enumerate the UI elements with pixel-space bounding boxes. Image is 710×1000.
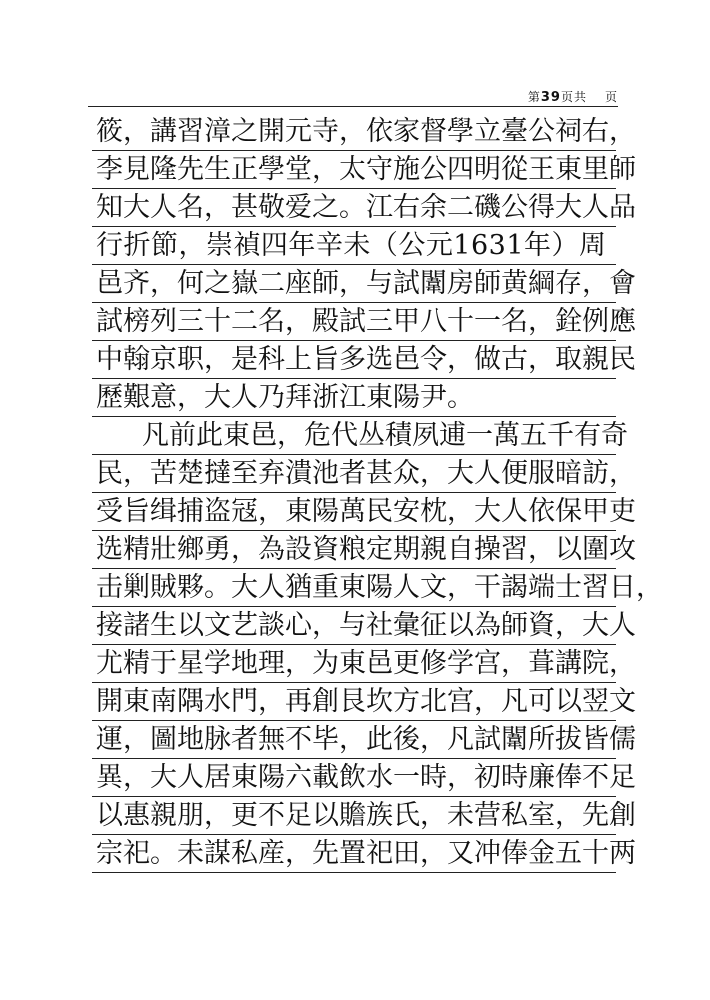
text-line (92, 680, 636, 721)
text-line (92, 186, 636, 227)
line-text: 凡 前 此 東 邑 ， 危 代 丛 積 夙 逋 一 萬 五 千 有 奇 (142, 420, 628, 451)
text-line (92, 300, 636, 341)
line-text: 接 諸 生 以 文 艺 談 心 ， 与 社 彙 征 以 為 師 資 ， 大 人 (96, 610, 636, 641)
line-text: 運 ， 圖 地 脉 者 無 不 毕 ， 此 後 ， 凡 試 闈 所 拔 皆 儒 (96, 724, 636, 755)
line-text: 受 旨 缉 捕 盗 冦 ， 東 陽 萬 民 安 枕 ， 大 人 依 保 甲 吏 (96, 496, 636, 527)
line-text: 李 見 隆 先 生 正 學 堂 ， 太 守 施 公 四 明 從 王 東 里 師 (96, 154, 636, 185)
text-line (92, 756, 636, 797)
ruled-text-block (92, 110, 663, 869)
line-text: 異 ， 大 人 居 東 陽 六 載 飲 水 一 時 ， 初 時 廉 俸 不 足 (96, 762, 636, 793)
text-line (92, 794, 636, 835)
total-suffix: 页 (604, 90, 618, 104)
line-text: 击 剿 賊 夥 。 大 人 猶 重 東 陽 人 文 ， 干 謁 端 士 習 日 ， (96, 572, 663, 603)
text-line (92, 110, 636, 151)
page-suffix: 页共 (560, 90, 587, 104)
line-text: 尤 精 于 星 学 地 理 ， 为 東 邑 更 修 学 宫 ， 葺 講 院 ， (96, 648, 636, 679)
text-line (92, 832, 636, 873)
text-line (92, 566, 663, 607)
text-line (92, 224, 616, 265)
line-text: 民 ， 苦 楚 撻 至 弃 潰 池 者 甚 众 ， 大 人 便 服 暗 訪 ， (96, 458, 636, 489)
text-line (92, 376, 616, 417)
line-text: 歷艱意，大人乃拜浙江東陽尹。 (96, 382, 474, 413)
text-line (92, 490, 636, 531)
page-prefix: 第 (527, 90, 541, 104)
text-line (92, 528, 636, 569)
line-text: 試 榜 列 三 十 二 名 ， 殿 試 三 甲 八 十 一 名 ， 銓 例 應 (96, 306, 636, 337)
text-line (92, 452, 636, 493)
line-text: 開 東 南 隅 水 門 ， 再 創 艮 坎 方 北 宫 ， 凡 可 以 翌 文 (96, 686, 636, 717)
line-text: 中 翰 京 职 ， 是 科 上 旨 多 选 邑 令 ， 做 古 ， 取 親 民 (96, 344, 636, 375)
line-text: 邑 齐 ， 何 之 嶽 二 座 師 ， 与 試 闈 房 師 黄 綱 存 ， 會 (96, 268, 636, 299)
line-text: 知 大 人 名 ， 甚 敬 爱 之 。 江 右 余 二 磯 公 得 大 人 品 (96, 192, 636, 223)
text-line (92, 148, 636, 189)
line-text: 筱 ， 講 習 漳 之 開 元 寺 ， 依 家 督 學 立 臺 公 祠 右 ， (96, 116, 636, 147)
text-line (92, 414, 628, 455)
page-number-label (528, 88, 618, 105)
text-line (92, 262, 636, 303)
page-header (88, 86, 618, 107)
line-text: 宗 祀 。 未 謀 私 産 ， 先 置 祀 田 ， 又 冲 俸 金 五 十 两 (96, 838, 636, 869)
page-number: 39 (540, 90, 561, 105)
line-text: 以 惠 親 朋 ， 更 不 足 以 贍 族 氏 ， 未 营 私 室 ， 先 創 (96, 800, 636, 831)
text-line (92, 718, 636, 759)
line-text: 行 折 節 ， 崇 禎 四 年 辛 未 （ 公 元 1 6 3 1 年 ） 周 (96, 230, 606, 261)
text-line (92, 604, 636, 645)
text-line (92, 338, 636, 379)
text-line (92, 642, 636, 683)
line-text: 选 精 壯 鄉 勇 ， 為 設 資 粮 定 期 親 自 操 習 ， 以 圍 攻 (96, 534, 636, 565)
